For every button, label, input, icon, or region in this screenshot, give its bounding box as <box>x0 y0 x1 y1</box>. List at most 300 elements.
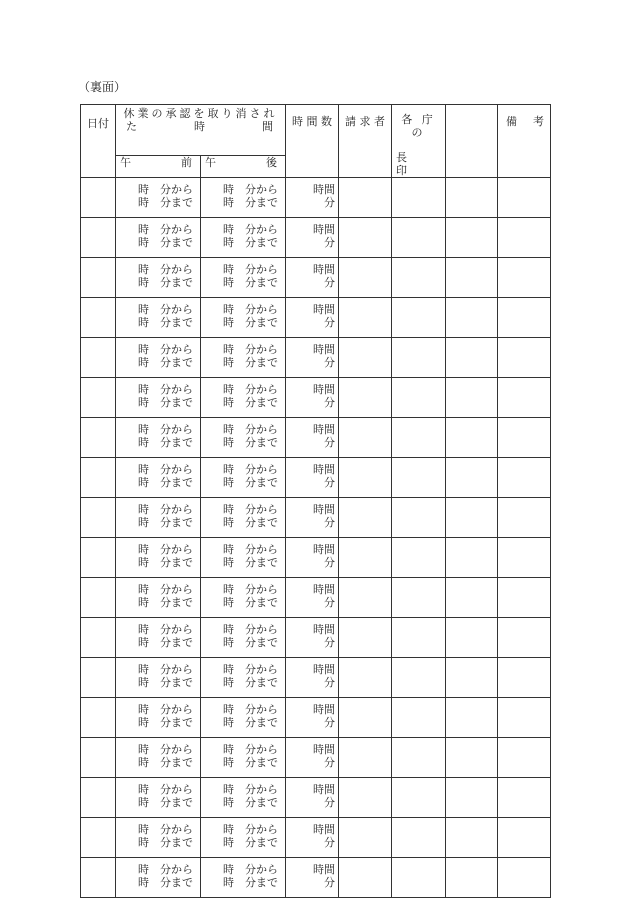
remarks-cell[interactable] <box>498 698 551 738</box>
page-label: （裏面） <box>78 80 127 94</box>
time-to-line <box>116 556 200 569</box>
hour-label: 時 <box>138 596 149 609</box>
remarks-cell[interactable] <box>498 498 551 538</box>
from-label: 分から <box>245 623 278 636</box>
time-to-line <box>201 196 285 209</box>
minutes-label: 分 <box>324 476 335 489</box>
remarks-cell[interactable] <box>498 818 551 858</box>
time-from-line <box>116 303 200 316</box>
time-from-line <box>201 583 285 596</box>
blank-cell[interactable] <box>446 258 498 298</box>
time-to-line <box>116 716 200 729</box>
am-time-cell[interactable] <box>116 298 201 338</box>
blank-cell[interactable] <box>446 578 498 618</box>
hours-cell[interactable] <box>286 258 339 298</box>
remarks-cell[interactable] <box>498 578 551 618</box>
hour-label: 時 <box>138 383 149 396</box>
hour-label: 時 <box>138 636 149 649</box>
blank-cell[interactable] <box>446 338 498 378</box>
blank-cell[interactable] <box>446 218 498 258</box>
date-cell[interactable] <box>81 578 116 618</box>
remarks-cell[interactable] <box>498 218 551 258</box>
remarks-cell[interactable] <box>498 738 551 778</box>
hours-cell[interactable] <box>286 858 339 898</box>
am-time-cell[interactable] <box>116 378 201 418</box>
hours-label: 時間 <box>313 263 335 276</box>
date-cell[interactable] <box>81 178 116 218</box>
hours-label: 時間 <box>313 383 335 396</box>
hour-label: 時 <box>138 543 149 556</box>
am-time-cell[interactable] <box>116 738 201 778</box>
remarks-cell[interactable] <box>498 418 551 458</box>
hours-cell[interactable] <box>286 298 339 338</box>
from-label: 分から <box>160 583 193 596</box>
header-cancelled-line2 <box>116 120 285 133</box>
hour-label: 時 <box>223 476 234 489</box>
hour-label: 時 <box>223 596 234 609</box>
time-from-line <box>116 183 200 196</box>
seal-cell[interactable] <box>392 778 446 818</box>
remarks-cell[interactable] <box>498 538 551 578</box>
table-row <box>81 498 551 538</box>
time-to-line <box>116 636 200 649</box>
time-to-line <box>201 356 285 369</box>
hour-label: 時 <box>138 196 149 209</box>
am-time-cell[interactable] <box>116 458 201 498</box>
hours-cell[interactable] <box>286 578 339 618</box>
hour-label: 時 <box>223 383 234 396</box>
am-time-cell[interactable] <box>116 418 201 458</box>
hour-label: 時 <box>223 716 234 729</box>
time-to-line <box>201 476 285 489</box>
time-to-line <box>201 836 285 849</box>
hour-label: 時 <box>223 583 234 596</box>
am-time-cell[interactable] <box>116 818 201 858</box>
hour-label: 時 <box>138 263 149 276</box>
hours-cell[interactable] <box>286 818 339 858</box>
minutes-label: 分 <box>324 236 335 249</box>
am-time-cell[interactable] <box>116 698 201 738</box>
am-time-cell[interactable] <box>116 658 201 698</box>
am-time-cell[interactable] <box>116 578 201 618</box>
to-label: 分まで <box>160 356 193 369</box>
date-cell[interactable] <box>81 618 116 658</box>
time-to-line <box>201 756 285 769</box>
date-cell[interactable] <box>81 378 116 418</box>
seal-cell[interactable] <box>392 618 446 658</box>
remarks-cell[interactable] <box>498 258 551 298</box>
seal-cell[interactable] <box>392 418 446 458</box>
minutes-label: 分 <box>324 196 335 209</box>
from-label: 分から <box>160 783 193 796</box>
requester-cell[interactable] <box>339 298 392 338</box>
header-seal <box>392 105 446 178</box>
time-to-line <box>116 676 200 689</box>
pm-time-cell[interactable] <box>201 378 286 418</box>
hours-cell[interactable] <box>286 738 339 778</box>
seal-cell[interactable] <box>392 178 446 218</box>
hour-label: 時 <box>138 716 149 729</box>
blank-cell[interactable] <box>446 698 498 738</box>
hours-cell[interactable] <box>286 698 339 738</box>
header-row <box>81 105 551 156</box>
time-from-line <box>116 343 200 356</box>
pm-time-cell[interactable] <box>201 738 286 778</box>
time-from-line <box>116 383 200 396</box>
remarks-cell[interactable] <box>498 458 551 498</box>
date-cell[interactable] <box>81 498 116 538</box>
hour-label: 時 <box>138 516 149 529</box>
requester-cell[interactable] <box>339 858 392 898</box>
header-cancelled-ta: た <box>126 120 137 133</box>
date-cell[interactable] <box>81 218 116 258</box>
pm-time-cell[interactable] <box>201 178 286 218</box>
hour-label: 時 <box>223 503 234 516</box>
time-to-line <box>201 596 285 609</box>
requester-cell[interactable] <box>339 658 392 698</box>
from-label: 分から <box>160 703 193 716</box>
to-label: 分まで <box>160 316 193 329</box>
hours-cell[interactable] <box>286 538 339 578</box>
hours-cell[interactable] <box>286 658 339 698</box>
hours-cell[interactable] <box>286 178 339 218</box>
time-from-line <box>116 423 200 436</box>
header-cancelled-kan: 間 <box>262 120 273 133</box>
date-cell[interactable] <box>81 458 116 498</box>
blank-cell[interactable] <box>446 498 498 538</box>
to-label: 分まで <box>160 556 193 569</box>
pm-time-cell[interactable] <box>201 258 286 298</box>
pm-time-cell[interactable] <box>201 578 286 618</box>
seal-cell[interactable] <box>392 338 446 378</box>
header-seal-line2 <box>392 151 445 177</box>
blank-cell[interactable] <box>446 818 498 858</box>
to-label: 分まで <box>160 436 193 449</box>
hour-label: 時 <box>223 196 234 209</box>
hour-label: 時 <box>138 876 149 889</box>
seal-cell[interactable] <box>392 218 446 258</box>
from-label: 分から <box>245 223 278 236</box>
time-from-line <box>201 223 285 236</box>
to-label: 分まで <box>160 836 193 849</box>
seal-cell[interactable] <box>392 698 446 738</box>
time-to-line <box>201 396 285 409</box>
to-label: 分まで <box>160 676 193 689</box>
remarks-cell[interactable] <box>498 338 551 378</box>
requester-cell[interactable] <box>339 618 392 658</box>
to-label: 分まで <box>160 476 193 489</box>
date-cell[interactable] <box>81 258 116 298</box>
from-label: 分から <box>160 383 193 396</box>
hour-label: 時 <box>138 663 149 676</box>
table-row <box>81 458 551 498</box>
pm-time-cell[interactable] <box>201 298 286 338</box>
requester-cell[interactable] <box>339 778 392 818</box>
am-time-cell[interactable] <box>116 218 201 258</box>
requester-cell[interactable] <box>339 738 392 778</box>
hours-label: 時間 <box>313 703 335 716</box>
hours-label: 時間 <box>313 543 335 556</box>
time-from-line <box>116 743 200 756</box>
time-from-line <box>116 543 200 556</box>
blank-cell[interactable] <box>446 778 498 818</box>
time-from-line <box>201 503 285 516</box>
requester-cell[interactable] <box>339 218 392 258</box>
subheader-am-go: 午 <box>120 155 131 169</box>
seal-cell[interactable] <box>392 458 446 498</box>
hours-cell[interactable] <box>286 218 339 258</box>
from-label: 分から <box>160 423 193 436</box>
pm-time-cell[interactable] <box>201 618 286 658</box>
to-label: 分まで <box>245 756 278 769</box>
header-seal-cho: 長 <box>396 151 407 164</box>
time-from-line <box>116 703 200 716</box>
am-time-cell[interactable] <box>116 498 201 538</box>
hours-cell[interactable] <box>286 498 339 538</box>
time-from-line <box>116 263 200 276</box>
minutes-label: 分 <box>324 836 335 849</box>
hour-label: 時 <box>223 316 234 329</box>
to-label: 分まで <box>245 636 278 649</box>
hour-label: 時 <box>138 183 149 196</box>
time-to-line <box>201 636 285 649</box>
header-cancelled-time <box>116 105 286 156</box>
to-label: 分まで <box>160 876 193 889</box>
time-to-line <box>116 436 200 449</box>
am-time-cell[interactable] <box>116 338 201 378</box>
blank-cell[interactable] <box>446 858 498 898</box>
hour-label: 時 <box>223 303 234 316</box>
hours-cell[interactable] <box>286 618 339 658</box>
date-cell[interactable] <box>81 658 116 698</box>
date-cell[interactable] <box>81 298 116 338</box>
date-cell[interactable] <box>81 818 116 858</box>
to-label: 分まで <box>245 716 278 729</box>
time-from-line <box>201 303 285 316</box>
requester-cell[interactable] <box>339 458 392 498</box>
am-time-cell[interactable] <box>116 778 201 818</box>
from-label: 分から <box>160 343 193 356</box>
seal-cell[interactable] <box>392 738 446 778</box>
remarks-cell[interactable] <box>498 778 551 818</box>
hour-label: 時 <box>138 276 149 289</box>
seal-cell[interactable] <box>392 858 446 898</box>
hours-label: 時間 <box>313 783 335 796</box>
time-to-line <box>116 836 200 849</box>
blank-cell[interactable] <box>446 538 498 578</box>
blank-cell[interactable] <box>446 618 498 658</box>
date-cell[interactable] <box>81 538 116 578</box>
to-label: 分まで <box>160 276 193 289</box>
remarks-cell[interactable] <box>498 378 551 418</box>
to-label: 分まで <box>160 636 193 649</box>
am-time-cell[interactable] <box>116 258 201 298</box>
hour-label: 時 <box>223 276 234 289</box>
blank-cell[interactable] <box>446 298 498 338</box>
from-label: 分から <box>245 423 278 436</box>
seal-cell[interactable] <box>392 578 446 618</box>
pm-time-cell[interactable] <box>201 538 286 578</box>
date-cell[interactable] <box>81 778 116 818</box>
table-row <box>81 418 551 458</box>
requester-cell[interactable] <box>339 818 392 858</box>
date-cell[interactable] <box>81 738 116 778</box>
from-label: 分から <box>160 663 193 676</box>
time-from-line <box>201 263 285 276</box>
seal-cell[interactable] <box>392 658 446 698</box>
time-to-line <box>201 276 285 289</box>
hour-label: 時 <box>223 516 234 529</box>
requester-cell[interactable] <box>339 258 392 298</box>
hour-label: 時 <box>138 316 149 329</box>
from-label: 分から <box>245 343 278 356</box>
form-table <box>80 104 551 898</box>
pm-time-cell[interactable] <box>201 458 286 498</box>
hour-label: 時 <box>223 223 234 236</box>
time-to-line <box>201 236 285 249</box>
hour-label: 時 <box>223 836 234 849</box>
hour-label: 時 <box>223 343 234 356</box>
blank-cell[interactable] <box>446 178 498 218</box>
time-from-line <box>116 463 200 476</box>
time-from-line <box>201 823 285 836</box>
hours-cell[interactable] <box>286 458 339 498</box>
time-to-line <box>201 516 285 529</box>
table-row <box>81 738 551 778</box>
pm-time-cell[interactable] <box>201 418 286 458</box>
to-label: 分まで <box>245 356 278 369</box>
hour-label: 時 <box>138 463 149 476</box>
hour-label: 時 <box>223 876 234 889</box>
time-from-line <box>116 503 200 516</box>
time-to-line <box>201 716 285 729</box>
time-to-line <box>201 676 285 689</box>
time-from-line <box>116 623 200 636</box>
hour-label: 時 <box>223 436 234 449</box>
to-label: 分まで <box>160 516 193 529</box>
time-to-line <box>116 476 200 489</box>
time-to-line <box>116 396 200 409</box>
header-seal-line1: 各 庁 の <box>401 113 436 139</box>
requester-cell[interactable] <box>339 178 392 218</box>
header-date: 日付 <box>81 105 116 178</box>
from-label: 分から <box>245 463 278 476</box>
to-label: 分まで <box>245 796 278 809</box>
to-label: 分まで <box>245 676 278 689</box>
hour-label: 時 <box>223 396 234 409</box>
hours-label: 時間 <box>313 743 335 756</box>
header-remarks <box>498 105 551 178</box>
hours-cell[interactable] <box>286 378 339 418</box>
requester-cell[interactable] <box>339 498 392 538</box>
minutes-label: 分 <box>324 676 335 689</box>
remarks-cell[interactable] <box>498 298 551 338</box>
time-from-line <box>116 823 200 836</box>
pm-time-cell[interactable] <box>201 778 286 818</box>
pm-time-cell[interactable] <box>201 338 286 378</box>
requester-cell[interactable] <box>339 378 392 418</box>
from-label: 分から <box>160 263 193 276</box>
blank-cell[interactable] <box>446 378 498 418</box>
seal-cell[interactable] <box>392 818 446 858</box>
time-from-line <box>201 743 285 756</box>
hour-label: 時 <box>138 743 149 756</box>
time-to-line <box>116 316 200 329</box>
pm-time-cell[interactable] <box>201 498 286 538</box>
requester-cell[interactable] <box>339 538 392 578</box>
hour-label: 時 <box>138 423 149 436</box>
hours-label: 時間 <box>313 183 335 196</box>
pm-time-cell[interactable] <box>201 858 286 898</box>
from-label: 分から <box>245 383 278 396</box>
remarks-cell[interactable] <box>498 658 551 698</box>
requester-cell[interactable] <box>339 418 392 458</box>
hour-label: 時 <box>138 756 149 769</box>
time-to-line <box>116 196 200 209</box>
hours-cell[interactable] <box>286 418 339 458</box>
time-from-line <box>201 663 285 676</box>
date-cell[interactable] <box>81 858 116 898</box>
am-time-cell[interactable] <box>116 538 201 578</box>
hours-cell[interactable] <box>286 338 339 378</box>
requester-cell[interactable] <box>339 338 392 378</box>
table-row <box>81 818 551 858</box>
pm-time-cell[interactable] <box>201 658 286 698</box>
seal-cell[interactable] <box>392 538 446 578</box>
am-time-cell[interactable] <box>116 618 201 658</box>
hour-label: 時 <box>138 703 149 716</box>
seal-cell[interactable] <box>392 378 446 418</box>
subheader-am <box>116 155 201 177</box>
date-cell[interactable] <box>81 698 116 738</box>
table-row <box>81 178 551 218</box>
remarks-cell[interactable] <box>498 178 551 218</box>
remarks-cell[interactable] <box>498 618 551 658</box>
hour-label: 時 <box>138 863 149 876</box>
am-time-cell[interactable] <box>116 858 201 898</box>
hour-label: 時 <box>223 423 234 436</box>
from-label: 分から <box>160 183 193 196</box>
blank-cell[interactable] <box>446 738 498 778</box>
pm-time-cell[interactable] <box>201 698 286 738</box>
to-label: 分まで <box>245 596 278 609</box>
pm-time-cell[interactable] <box>201 218 286 258</box>
pm-time-cell[interactable] <box>201 818 286 858</box>
table-row <box>81 298 551 338</box>
time-to-line <box>116 596 200 609</box>
blank-cell[interactable] <box>446 418 498 458</box>
am-time-cell[interactable] <box>116 178 201 218</box>
header-remarks-bi: 備 <box>506 115 517 128</box>
requester-cell[interactable] <box>339 578 392 618</box>
remarks-cell[interactable] <box>498 858 551 898</box>
hours-cell[interactable] <box>286 778 339 818</box>
hour-label: 時 <box>138 676 149 689</box>
table-row <box>81 378 551 418</box>
date-cell[interactable] <box>81 338 116 378</box>
time-from-line <box>201 383 285 396</box>
seal-cell[interactable] <box>392 498 446 538</box>
requester-cell[interactable] <box>339 698 392 738</box>
seal-cell[interactable] <box>392 258 446 298</box>
date-cell[interactable] <box>81 418 116 458</box>
blank-cell[interactable] <box>446 458 498 498</box>
minutes-label: 分 <box>324 876 335 889</box>
blank-cell[interactable] <box>446 658 498 698</box>
hour-label: 時 <box>223 623 234 636</box>
seal-cell[interactable] <box>392 298 446 338</box>
from-label: 分から <box>245 703 278 716</box>
